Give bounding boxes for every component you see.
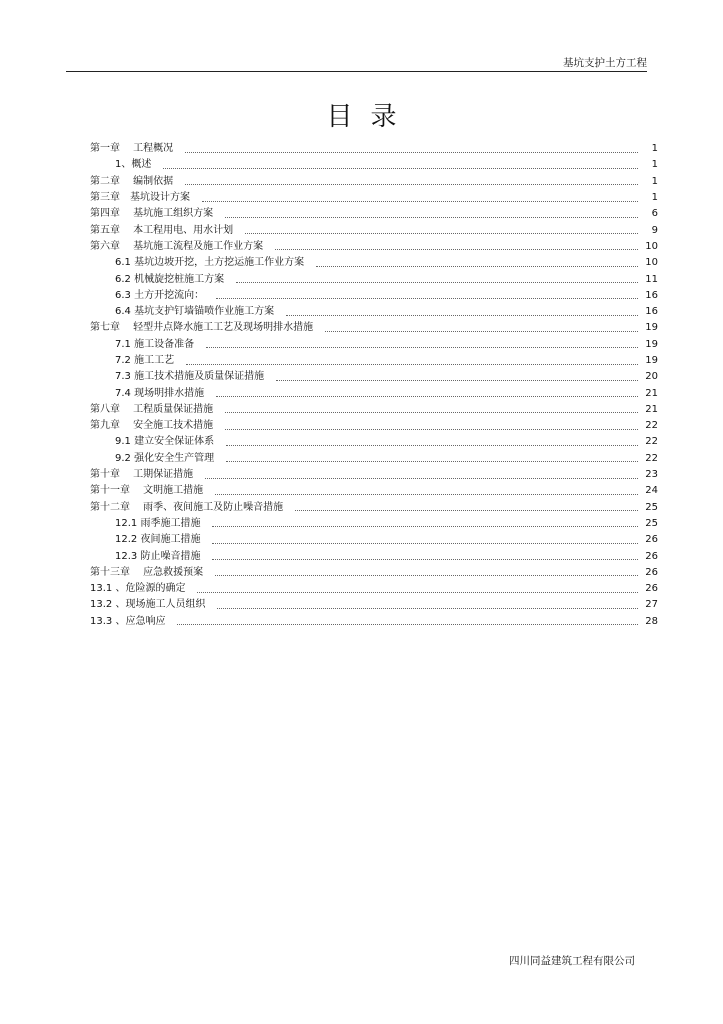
header-divider xyxy=(66,71,647,72)
page-title: 目录 xyxy=(326,102,415,132)
toc-dot-leader xyxy=(286,315,638,316)
toc-page-number: 21 xyxy=(645,387,658,399)
toc-entry-title: 9.2 强化安全生产管理 xyxy=(115,452,215,464)
toc-entry-title: 6.1 基坑边坡开挖，土方挖运施工作业方案 xyxy=(115,257,305,269)
toc-dot-leader xyxy=(276,380,638,381)
toc-dot-leader xyxy=(185,184,638,185)
toc-entry[interactable] xyxy=(90,532,658,548)
toc-entry[interactable] xyxy=(90,483,658,499)
toc-entry[interactable] xyxy=(90,271,658,287)
toc-dot-leader xyxy=(212,526,638,527)
toc-dot-leader xyxy=(225,412,638,413)
toc-entry[interactable] xyxy=(90,337,658,353)
toc-page-number: 27 xyxy=(645,599,658,611)
toc-entry[interactable] xyxy=(90,239,658,255)
toc-entry[interactable] xyxy=(90,206,658,222)
toc-entry-title: 7.2 施工工艺 xyxy=(115,355,175,366)
toc-dot-leader xyxy=(275,249,638,250)
toc-entry[interactable] xyxy=(90,434,658,450)
toc-entry-title: 第三章 基坑设计方案 xyxy=(90,192,190,204)
toc-page-number: 19 xyxy=(645,322,658,334)
toc-entry[interactable] xyxy=(90,353,658,369)
toc-entry-title: 第六章 基坑施工流程及施工作业方案 xyxy=(90,240,264,252)
toc-entry[interactable] xyxy=(90,418,658,434)
toc-entry[interactable] xyxy=(90,190,658,206)
toc-page-number: 19 xyxy=(645,355,658,366)
toc-entry[interactable] xyxy=(90,304,658,320)
toc-page-number: 22 xyxy=(645,436,658,448)
toc-dot-leader xyxy=(185,152,638,153)
toc-page-number: 26 xyxy=(645,534,658,546)
toc-entry-title: 13.3 、应急响应 xyxy=(90,615,166,627)
toc-page-number: 26 xyxy=(645,583,658,595)
toc-dot-leader xyxy=(215,494,638,495)
table-of-contents xyxy=(90,141,658,630)
toc-page-number: 22 xyxy=(645,452,658,464)
toc-entry-title: 6.2 机械旋挖桩施工方案 xyxy=(115,273,225,285)
toc-dot-leader xyxy=(197,592,638,593)
toc-page-number: 28 xyxy=(645,615,658,627)
toc-entry[interactable] xyxy=(90,320,658,336)
toc-entry[interactable] xyxy=(90,222,658,238)
toc-dot-leader xyxy=(226,445,638,446)
toc-dot-leader xyxy=(325,331,638,332)
toc-dot-leader xyxy=(226,461,638,462)
toc-page-number: 25 xyxy=(645,517,658,529)
toc-entry[interactable] xyxy=(90,369,658,385)
toc-entry-title: 1、概述 xyxy=(115,159,152,171)
toc-dot-leader xyxy=(236,282,638,283)
toc-page-number: 10 xyxy=(645,257,658,269)
toc-entry[interactable] xyxy=(90,581,658,597)
toc-dot-leader xyxy=(225,217,638,218)
toc-page-number: 21 xyxy=(645,403,658,415)
toc-page-number: 25 xyxy=(645,501,658,513)
toc-entry[interactable] xyxy=(90,255,658,271)
toc-entry[interactable] xyxy=(90,565,658,581)
toc-entry-title: 第八章 工程质量保证措施 xyxy=(90,403,214,415)
toc-entry-title: 6.3 土方开挖流向： xyxy=(115,289,205,301)
toc-entry-title: 第一章 工程概况 xyxy=(90,143,174,155)
toc-entry[interactable] xyxy=(90,288,658,304)
toc-entry-title: 13.1 、危险源的确定 xyxy=(90,583,186,595)
toc-entry-title: 第十二章 雨季、夜间施工及防止噪音措施 xyxy=(90,501,284,513)
toc-dot-leader xyxy=(295,510,638,511)
toc-entry-title: 12.2 夜间施工措施 xyxy=(115,534,201,546)
toc-entry-title: 7.1 施工设备准备 xyxy=(115,338,195,350)
running-header: 基坑支护土方工程 xyxy=(563,57,647,69)
toc-page-number: 6 xyxy=(651,208,658,220)
toc-entry[interactable] xyxy=(90,614,658,630)
toc-page-number: 1 xyxy=(651,192,658,204)
toc-entry[interactable] xyxy=(90,402,658,418)
toc-entry-title: 第十一章 文明施工措施 xyxy=(90,485,204,497)
toc-page-number: 9 xyxy=(651,224,658,236)
toc-entry[interactable] xyxy=(90,157,658,173)
toc-entry[interactable] xyxy=(90,174,658,190)
toc-dot-leader xyxy=(186,364,638,365)
toc-dot-leader xyxy=(216,396,638,397)
toc-entry-title: 12.3 防止噪音措施 xyxy=(115,550,201,562)
toc-page-number: 23 xyxy=(645,469,658,481)
toc-page-number: 1 xyxy=(651,159,658,171)
toc-entry-title: 6.4 基坑支护钉墙锚喷作业施工方案 xyxy=(115,306,275,318)
toc-dot-leader xyxy=(206,347,638,348)
running-footer: 四川同益建筑工程有限公司 xyxy=(509,955,635,967)
toc-dot-leader xyxy=(212,559,638,560)
toc-page-number: 26 xyxy=(645,550,658,562)
toc-page-number: 24 xyxy=(645,485,658,497)
toc-entry-title: 12.1 雨季施工措施 xyxy=(115,517,201,529)
toc-dot-leader xyxy=(225,429,638,430)
toc-dot-leader xyxy=(216,298,638,299)
toc-entry[interactable] xyxy=(90,516,658,532)
toc-entry[interactable] xyxy=(90,548,658,564)
toc-entry-title: 第五章 本工程用电、用水计划 xyxy=(90,224,234,236)
toc-entry[interactable] xyxy=(90,500,658,516)
toc-page-number: 1 xyxy=(651,175,658,187)
toc-dot-leader xyxy=(217,608,638,609)
toc-dot-leader xyxy=(316,266,638,267)
toc-dot-leader xyxy=(202,201,638,202)
toc-entry[interactable] xyxy=(90,141,658,157)
toc-page-number: 19 xyxy=(645,338,658,350)
toc-page-number: 16 xyxy=(645,289,658,301)
toc-dot-leader xyxy=(245,233,638,234)
toc-page-number: 22 xyxy=(645,420,658,432)
toc-entry-title: 第十三章 应急救援预案 xyxy=(90,566,204,578)
toc-dot-leader xyxy=(205,478,638,479)
toc-dot-leader xyxy=(177,624,638,625)
toc-page-number: 26 xyxy=(645,566,658,578)
toc-entry-title: 9.1 建立安全保证体系 xyxy=(115,436,215,448)
toc-page-number: 10 xyxy=(645,240,658,252)
toc-dot-leader xyxy=(215,575,638,576)
toc-entry-title: 第四章 基坑施工组织方案 xyxy=(90,208,214,220)
toc-entry-title: 第七章 轻型井点降水施工工艺及现场明排水措施 xyxy=(90,322,314,334)
toc-entry-title: 第二章 编制依据 xyxy=(90,175,174,187)
toc-page-number: 11 xyxy=(645,273,658,285)
toc-dot-leader xyxy=(163,168,638,169)
toc-entry[interactable] xyxy=(90,597,658,613)
toc-entry-title: 第十章 工期保证措施 xyxy=(90,469,194,481)
toc-page-number: 20 xyxy=(645,371,658,383)
toc-dot-leader xyxy=(212,543,638,544)
toc-entry[interactable] xyxy=(90,467,658,483)
toc-entry-title: 7.4 现场明排水措施 xyxy=(115,387,205,399)
toc-entry[interactable] xyxy=(90,385,658,401)
toc-entry-title: 7.3 施工技术措施及质量保证措施 xyxy=(115,371,265,383)
toc-page-number: 1 xyxy=(651,143,658,155)
toc-entry-title: 第九章 安全施工技术措施 xyxy=(90,420,214,432)
toc-entry[interactable] xyxy=(90,451,658,467)
toc-page-number: 16 xyxy=(645,306,658,318)
toc-entry-title: 13.2 、现场施工人员组织 xyxy=(90,599,206,611)
